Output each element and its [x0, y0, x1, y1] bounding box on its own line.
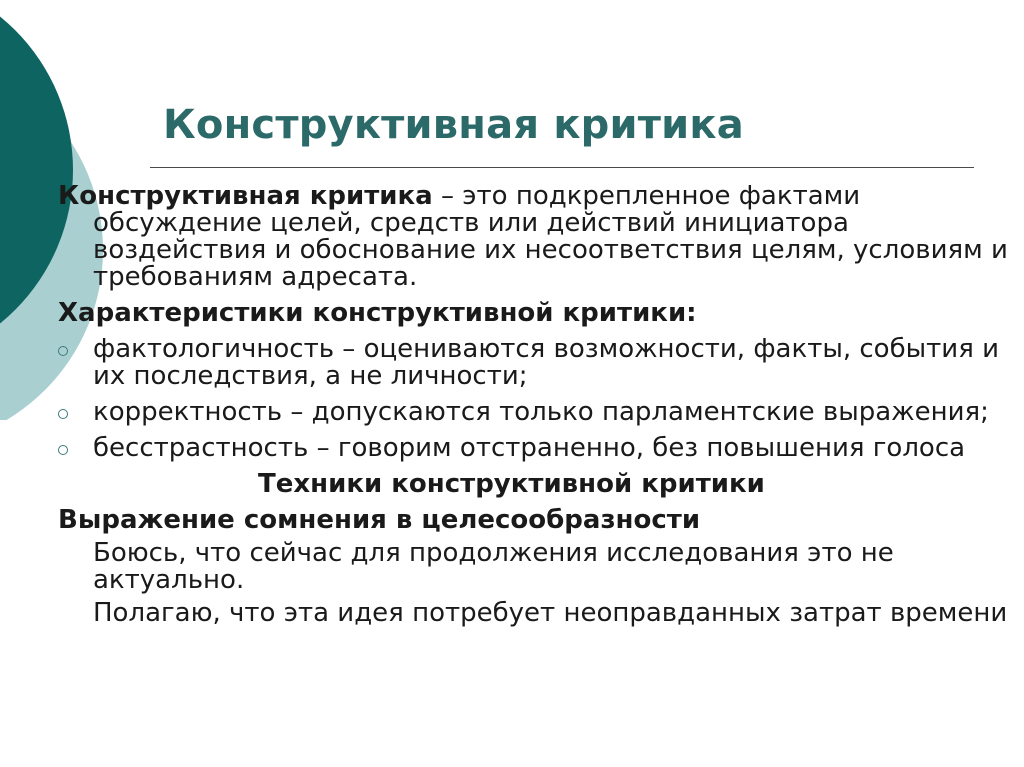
characteristic-text: бесстрастность – говорим отстраненно, без повышения голоса: [93, 433, 966, 463]
characteristic-item: [58, 435, 1008, 462]
characteristics-heading: Характеристики конструктивной критики:: [58, 298, 697, 328]
characteristic-item: [58, 336, 1008, 390]
characteristic-item: [58, 399, 1008, 426]
slide-title: Конструктивная критика: [163, 102, 744, 148]
bullet-circle-icon: [58, 346, 68, 356]
techniques-heading: Техники конструктивной критики: [258, 469, 765, 499]
definition-paragraph: [58, 183, 1008, 291]
bullet-circle-icon: [58, 409, 68, 419]
example-item: Боюсь, что сейчас для продолжения исследования это не актуально.: [93, 538, 894, 595]
slide-body: [58, 183, 1008, 627]
definition-term: Конструктивная критика: [58, 181, 433, 211]
characteristic-text: корректность – допускаются только парламентские выражения;: [93, 397, 989, 427]
bullet-circle-icon: [58, 445, 68, 455]
technique-title: Выражение сомнения в целесообразности: [58, 505, 701, 535]
title-divider: [150, 167, 974, 168]
definition-text: – это подкрепленное фактами обсуждение целей, средств или действий инициатора воздействия и обоснование их несоответствия целям, условиям и требованиям адресата.: [93, 181, 1008, 292]
characteristic-text: фактологичность – оцениваются возможности, факты, события и их последствия, а не личности;: [93, 334, 1000, 391]
example-item: Полагаю, что эта идея потребует неоправданных затрат времени: [93, 598, 1008, 628]
